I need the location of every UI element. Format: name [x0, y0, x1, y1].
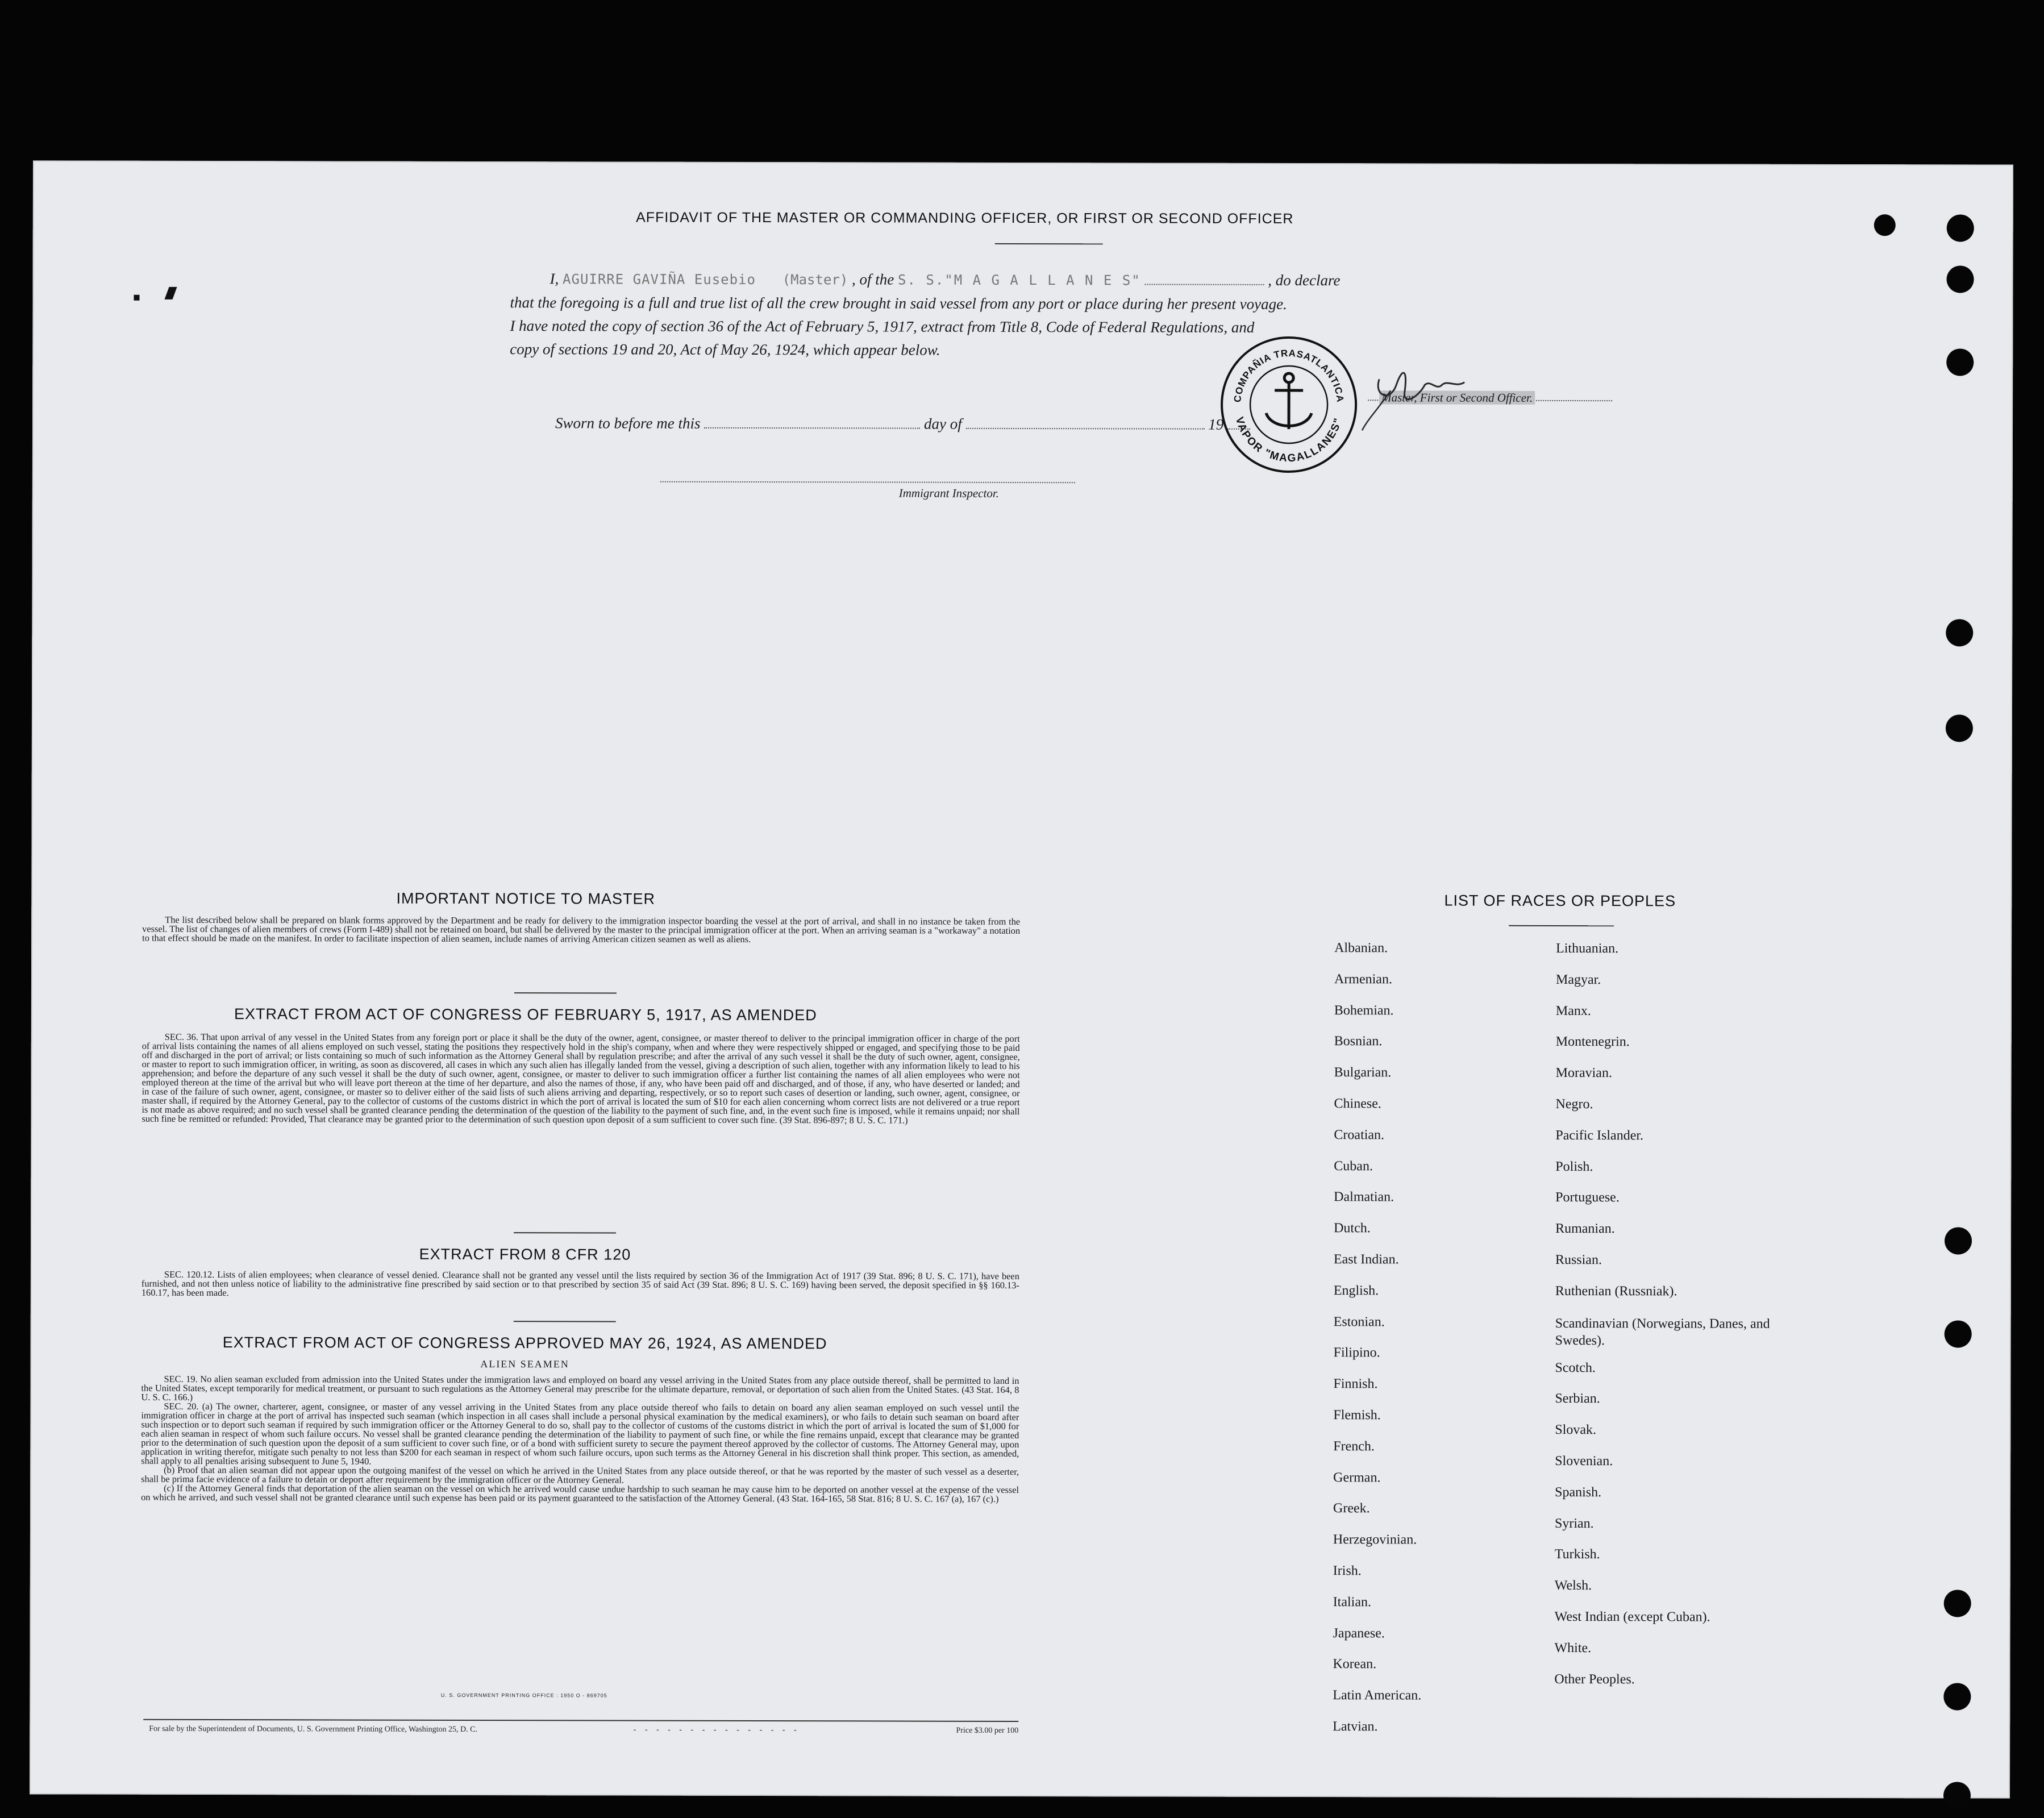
day-of-label: day of	[924, 415, 962, 432]
race-item: White.	[1554, 1640, 1592, 1655]
race-item: Pacific Islander.	[1555, 1128, 1644, 1143]
notice-divider	[514, 992, 617, 993]
race-item: Other Peoples.	[1554, 1671, 1635, 1687]
punch-hole	[1945, 1227, 1972, 1254]
races-divider	[1509, 925, 1614, 926]
punch-hole	[1945, 1320, 1972, 1347]
punch-hole	[1874, 214, 1896, 236]
extract-1924-title: EXTRACT FROM ACT OF CONGRESS APPROVED MAY 26, 1924, AS AMENDED	[222, 1334, 827, 1353]
race-item: Bohemian.	[1334, 1002, 1394, 1018]
race-item: Flemish.	[1333, 1408, 1381, 1423]
punch-hole	[1946, 619, 1973, 646]
extract-cfr-divider	[514, 1321, 616, 1322]
affidavit-title: AFFIDAVIT OF THE MASTER OR COMMANDING OFFICER, OR FIRST OR SECOND OFFICER	[636, 209, 1294, 227]
affidavit-line-1	[510, 267, 1624, 293]
title-divider	[995, 243, 1103, 244]
race-item: Filipino.	[1333, 1345, 1380, 1361]
notice-text: The list described below shall be prepared on blank forms approved by the Department and be ready for delivery to the immigration inspector boarding the vessel at the port of arrival, and shall in no instance be taken from the vessel. The list of changes of alien members of crews (Form I-489) shall not be retained on board, but shall be delivered by the master to the principal immigration officer at the port. When an arriving seaman is a "workaway" a notation to that effect should be made on the manifest. In order to facilitate inspection of alien seamen, include names of arriving American citizen seamen as well as aliens.	[142, 914, 1021, 945]
race-item: Greek.	[1333, 1501, 1370, 1516]
affidavit-line-4: copy of sections 19 and 20, Act of May 26, 1924, which appear below.	[510, 340, 940, 359]
affidavit-line-2: that the foregoing is a full and true list of all the crew brought in said vessel from any port or place during her present voyage.	[510, 294, 1287, 313]
race-item: Moravian.	[1555, 1066, 1612, 1081]
race-item: Slovenian.	[1555, 1453, 1613, 1469]
vessel-name: S. S."M A G A L L A N E S"	[898, 272, 1141, 289]
race-item: Dalmatian.	[1334, 1189, 1394, 1205]
sworn-label: Sworn to before me this	[555, 414, 701, 432]
extract-cfr-text: SEC. 120.12. Lists of alien employees; when clearance of vessel denied. Clearance shall not be granted any vessel until the lists required by section 36 of the Immigration Act of 1917 (39 Stat. 896; 8 U. S. C. 171), have been furnished, and not then unless notice of liability to the administrative fine prescribed by said section or to that prescribed by section 35 of said Act (39 Stat. 896; 8 U. S. C. 169) having been served, the deposit specified in §§ 160.13-160.17, has been made.	[141, 1268, 1019, 1299]
extract-1917-title: EXTRACT FROM ACT OF CONGRESS OF FEBRUARY 5, 1917, AS AMENDED	[234, 1005, 817, 1024]
punch-hole	[1946, 714, 1973, 742]
race-item: Bosnian.	[1334, 1034, 1383, 1049]
extract-cfr-title: EXTRACT FROM 8 CFR 120	[419, 1245, 631, 1263]
gpo-imprint: U. S. GOVERNMENT PRINTING OFFICE : 1950 O - 869705	[440, 1692, 607, 1699]
affidavit-i: I,	[549, 270, 559, 288]
race-item: Portuguese.	[1555, 1190, 1620, 1205]
affidavit-declare: , do declare	[1268, 271, 1341, 289]
inspector-signature-line	[660, 481, 1075, 484]
extract-1917-text: SEC. 36. That upon arrival of any vessel in the United States from any foreign port or place it shall be the duty of the owner, agent, consignee, or master thereof to deliver to the principal immigration officer in charge of the port of arrival lists containing the names of all aliens employed on such vessel, stating the positions they respectively hold in the ship's company, when and where they were respectively shipped or engaged, and specifying those to be paid off and discharged in the port of arrival; or lists containing so much of such information as the Attorney General shall by regulation prescribe; and after the arrival of any such vessel it shall be the duty of such owner, agent, consignee, or master to report to such immigration officer, in writing, as soon as discovered, all cases in which any such alien has illegally landed from the vessel, giving a description of such alien, together with any information likely to lead to his apprehension; and before the departure of any such vessel it shall be the duty of such owner, agent, consignee, or master to deliver to such immigration officer a further list containing the names of all alien employees who were not employed thereon at the time of the arrival but who will leave port thereon at the time of her departure, and also the names of those, if any, who have been paid off and discharged, and of those, if any, who have deserted or landed; and in case of the failure of such owner, agent, consignee, or master so to deliver either of the said lists of such aliens arriving and departing, respectively, or so to report such cases of desertion or landing, such owner, agent, consignee, or master shall, if required by the Attorney General, pay to the collector of customs of the customs district in which the port of arrival is located the sum of $10 for each alien concerning whom correct lists are not delivered or a true report is not made as above required; and no such vessel shall be granted clearance pending the determination of the question of the liability to the payment of such fine, and, in the event such fine is imposed, while it remains unpaid; nor shall such fine be remitted or refunded: Provided, That clearance may be granted prior to the determination of such question upon deposit of a sum sufficient to cover such fine. (39 Stat. 896-897; 8 U. S. C. 171.)	[141, 1031, 1020, 1126]
race-item: Negro.	[1555, 1096, 1593, 1112]
stamp-bottom-text: VAPOR "MAGALLANES"	[1233, 415, 1345, 465]
race-item: Spanish.	[1555, 1484, 1602, 1500]
race-item: Russian.	[1555, 1252, 1602, 1268]
race-item: Chinese.	[1334, 1096, 1381, 1112]
sworn-line	[555, 411, 1692, 437]
race-item: Italian.	[1333, 1594, 1372, 1610]
sec-20c-text: (c) If the Attorney General finds that deportation of the alien seaman on the vessel on which he arrived would cause undue hardship to such seaman he may cause him to be deported on another vessel at the expense of the vessel on which he arrived, and such vessel shall not be granted clearance until such expense has been paid or its payment guaranteed to the satisfaction of the Attorney General. (43 Stat. 164-165, 58 Stat. 816; 8 U. S. C. 167 (a), 167 (c).)	[141, 1482, 1019, 1504]
race-item: Estonian.	[1333, 1314, 1385, 1329]
race-item: Scandinavian (Norwegians, Danes, and Swedes).	[1555, 1316, 1770, 1348]
margin-mark	[134, 295, 139, 301]
document-page	[30, 160, 2013, 1798]
punch-hole	[1943, 1683, 1971, 1710]
race-item: Herzegovinian.	[1333, 1532, 1417, 1547]
race-item: Rumanian.	[1555, 1221, 1615, 1237]
race-item: Finnish.	[1333, 1376, 1378, 1392]
year-prefix: 19	[1208, 415, 1224, 433]
race-item: Slovak.	[1555, 1422, 1597, 1438]
inspector-label: Immigrant Inspector.	[898, 486, 999, 500]
extract-1917-divider	[514, 1232, 616, 1233]
race-item: Magyar.	[1555, 972, 1601, 987]
race-item: Cuban.	[1334, 1158, 1373, 1174]
race-item: Serbian.	[1555, 1391, 1600, 1407]
anchor-icon	[1266, 373, 1312, 429]
race-item: Latvian.	[1333, 1719, 1378, 1734]
notice-title: IMPORTANT NOTICE TO MASTER	[396, 889, 656, 908]
race-item: Croatian.	[1334, 1127, 1385, 1143]
affidavit-line-3: I have noted the copy of section 36 of the Act of February 5, 1917, extract from Title 8, Code of Federal Regulations, and	[510, 317, 1255, 336]
punch-hole	[1943, 1782, 1971, 1809]
footer-rule	[143, 1719, 1018, 1722]
race-item: Irish.	[1333, 1563, 1362, 1579]
race-item: Dutch.	[1334, 1221, 1371, 1236]
race-item: Latin American.	[1333, 1688, 1422, 1703]
race-item: Manx.	[1555, 1003, 1591, 1018]
stamp-top-text: COMPAÑIA TRASATLANTICA	[1232, 347, 1346, 403]
footer-leader: - - - - - - - - - - - - - - -	[633, 1725, 800, 1735]
master-rank: (Master)	[782, 272, 848, 288]
price-notice: Price $3.00 per 100	[956, 1726, 1019, 1735]
sworn-day-field	[704, 427, 920, 429]
race-item: West Indian (except Cuban).	[1554, 1609, 1710, 1625]
race-item: Scotch.	[1555, 1360, 1596, 1375]
race-item: Welsh.	[1554, 1578, 1592, 1594]
race-item: Ruthenian (Russniak).	[1555, 1283, 1677, 1299]
race-item: German.	[1333, 1470, 1381, 1485]
footer-line	[149, 1725, 1018, 1736]
race-item: Polish.	[1555, 1159, 1593, 1174]
affidavit-statement	[510, 267, 1623, 363]
race-item: Bulgarian.	[1334, 1065, 1392, 1080]
master-name: AGUIRRE GAVIÑA Eusebio	[563, 271, 756, 288]
sec-20a-text: SEC. 20. (a) The owner, charterer, agent, consignee, or master of any vessel arriving in the United States from any place outside thereof who fails to detain on board any alien seaman employed on such vessel until the immigration officer in charge at the port of arrival has inspected such seaman (which inspection in all cases shall include a personal physical examination by the medical examiners), or who fails to detain such seaman on board after such inspection or to deport such seaman if required by such immigration officer or the Attorney General to do so, shall pay to the collector of customs of the customs district in which the port of arrival is located the sum of $1,000 for each alien seaman in respect of whom such failure occurs. No vessel shall be granted clearance pending the determination of the liability to payment of such fine, or while the fine remains unpaid, except that clearance may be granted prior to the determination of such question upon the deposit of a sum sufficient to cover such fine, or of a bond with sufficient surety to secure the payment thereof approved by the collector of customs. The Attorney General may, upon application in writing therefor, mitigate such penalty to not less than $200 for each seaman in respect of whom such failure occurs, upon such terms as the Attorney General in his discretion shall think proper. This section, as amended, shall apply to all penalties arising subsequent to June 5, 1940.	[141, 1400, 1019, 1467]
race-item: Armenian.	[1334, 971, 1392, 987]
alien-seamen-subtitle: ALIEN SEAMEN	[480, 1358, 569, 1370]
punch-hole	[1944, 1590, 1971, 1617]
sworn-month-field	[966, 428, 1205, 430]
officer-signature	[1356, 356, 1504, 436]
punch-hole	[1946, 348, 1974, 376]
race-item: Lithuanian.	[1556, 941, 1619, 956]
affidavit-of-the: , of the	[852, 271, 894, 288]
race-item: Albanian.	[1334, 941, 1388, 956]
races-title: LIST OF RACES OR PEOPLES	[1444, 892, 1676, 910]
race-item: Korean.	[1333, 1657, 1377, 1672]
margin-mark	[164, 287, 177, 299]
punch-hole	[1947, 265, 1974, 293]
officer-signature-label: Master, First or Second Officer.	[1379, 390, 1535, 405]
extract-1924-body	[141, 1375, 1019, 1504]
sale-notice: For sale by the Superintendent of Documents, U. S. Government Printing Office, Washington 25, D. C.	[149, 1724, 477, 1734]
race-item: East Indian.	[1333, 1252, 1399, 1267]
race-item: Syrian.	[1554, 1516, 1594, 1531]
sec-20b-text: (b) Proof that an alien seaman did not appear upon the outgoing manifest of the vessel on which he arrived in the United States from any place outside thereof, or that he was reported by the master of such vessel as a deserter, shall be prima facie evidence of a failure to detain or deport after requirement by the immigration officer or the Attorney General.	[141, 1464, 1019, 1486]
race-item: Japanese.	[1333, 1625, 1385, 1641]
company-stamp	[1218, 334, 1360, 476]
race-item: French.	[1333, 1438, 1375, 1454]
race-item: Turkish.	[1554, 1547, 1600, 1562]
sec-19-text: SEC. 19. No alien seaman excluded from admission into the United States under the immigration laws and employed on board any vessel arriving in the United States from any place outside thereof, shall be permitted to land in the United States, except temporarily for medical treatment, or pursuant to such regulations as the Attorney General may prescribe for the ultimate departure, removal, or deportation of such alien from the United States. (43 Stat. 164, 8 U. S. C. 166.)	[141, 1373, 1019, 1403]
race-item: Montenegrin.	[1555, 1034, 1630, 1050]
vessel-dotted-line	[1144, 284, 1264, 285]
punch-hole	[1947, 214, 1974, 242]
race-item: English.	[1333, 1283, 1379, 1299]
